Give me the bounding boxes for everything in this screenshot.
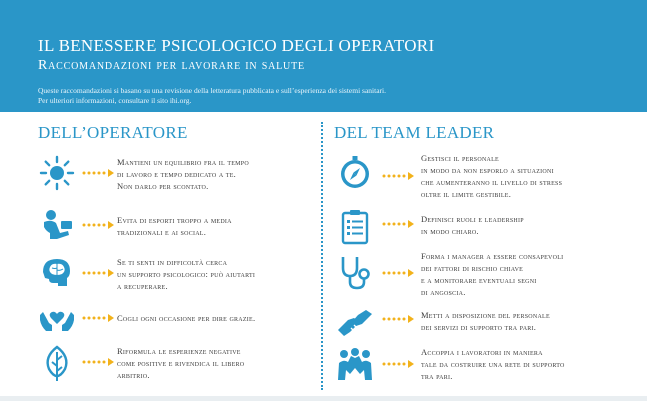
column-divider <box>321 122 323 390</box>
person-reading-icon <box>38 207 76 245</box>
arrow-icon <box>382 219 416 229</box>
arrow-icon <box>382 268 416 278</box>
text-line: un supporto psicologico: può aiutarti <box>117 269 256 279</box>
left-item-1-text <box>117 156 249 192</box>
text-line: come positive e rivendica il libero <box>117 358 245 368</box>
right-column-heading: DEL TEAM LEADER <box>334 123 495 142</box>
text-line: di angoscia. <box>421 287 466 297</box>
text-line: Non darlo per scontato. <box>117 181 209 191</box>
text-line: che aumenteranno il livello di stress <box>421 177 563 187</box>
hands-heart-icon <box>38 303 76 341</box>
text-line: in modo chiaro. <box>421 226 479 236</box>
intro-line: Queste raccomandazioni si basano su una revisione della letteratura pubblicata e sull’esperienza dei sistemi sanitari. <box>38 86 386 95</box>
text-line: Evita di esporti troppo a media <box>117 215 232 225</box>
text-line: tale da costruire una rete di supporto <box>421 359 565 369</box>
text-line: oltre il limite gestibile. <box>421 189 512 199</box>
text-line: tradizionali e ai social. <box>117 227 207 237</box>
text-line: arbitrio. <box>117 370 150 380</box>
text-line: Gestisci il personale <box>421 153 499 163</box>
team-support-icon <box>334 346 376 384</box>
page-title: IL BENESSERE PSICOLOGICO DEGLI OPERATORI <box>38 36 435 55</box>
text-line: e a monitorare eventuali segni <box>421 275 537 285</box>
arrow-icon <box>382 359 416 369</box>
clipboard-checklist-icon <box>336 208 374 246</box>
intro-line: Per ulteriori informazioni, consultare il sito ihi.org. <box>38 96 192 105</box>
left-item-4-text <box>117 312 255 324</box>
left-item-3-text <box>117 256 255 292</box>
right-item-2-text <box>421 213 524 237</box>
text-line: tra pari. <box>421 371 453 381</box>
left-item-5-text <box>117 345 244 381</box>
text-line: Definisci ruoli e leadership <box>421 214 524 224</box>
bottom-border <box>0 396 647 401</box>
text-line: dei fattori di rischio chiave <box>421 263 524 273</box>
left-column-heading: DELL’OPERATORE <box>38 123 188 142</box>
text-line: Accoppia i lavoratori in maniera <box>421 347 543 357</box>
text-line: Mantieni un equilibrio fra il tempo <box>117 157 249 167</box>
arrow-icon <box>382 171 416 181</box>
compass-icon <box>336 154 374 192</box>
text-line: a recuperare. <box>117 281 168 291</box>
head-brain-icon <box>38 254 76 292</box>
leaf-icon <box>38 344 76 382</box>
page-subtitle: Raccomandazioni per lavorare in salute <box>38 58 305 73</box>
stethoscope-icon <box>336 254 374 292</box>
text-line: Riformula le esperienze negative <box>117 346 241 356</box>
text-line: Forma i manager a essere consapevoli <box>421 251 564 261</box>
arrow-icon <box>382 314 416 324</box>
arrow-icon <box>82 168 116 178</box>
left-item-2-text <box>117 214 232 238</box>
text-line: Se ti senti in difficoltà cerca <box>117 257 228 267</box>
intro-text <box>38 86 386 106</box>
handshake-icon <box>336 304 374 342</box>
right-item-1-text <box>421 152 562 200</box>
text-line: in modo da non esporlo a situazioni <box>421 165 554 175</box>
right-item-5-text <box>421 346 565 382</box>
text-line: Metti a disposizione del personale <box>421 310 550 320</box>
text-line: dei servizi di supporto tra pari. <box>421 322 537 332</box>
right-item-3-text <box>421 250 563 298</box>
right-item-4-text <box>421 309 550 333</box>
arrow-icon <box>82 357 116 367</box>
header-banner <box>0 0 647 112</box>
arrow-icon <box>82 268 116 278</box>
text-line: Cogli ogni occasione per dire grazie. <box>117 313 256 323</box>
text-line: di lavoro e tempo dedicato a te. <box>117 169 236 179</box>
arrow-icon <box>82 313 116 323</box>
sun-icon <box>38 154 76 192</box>
arrow-icon <box>82 220 116 230</box>
